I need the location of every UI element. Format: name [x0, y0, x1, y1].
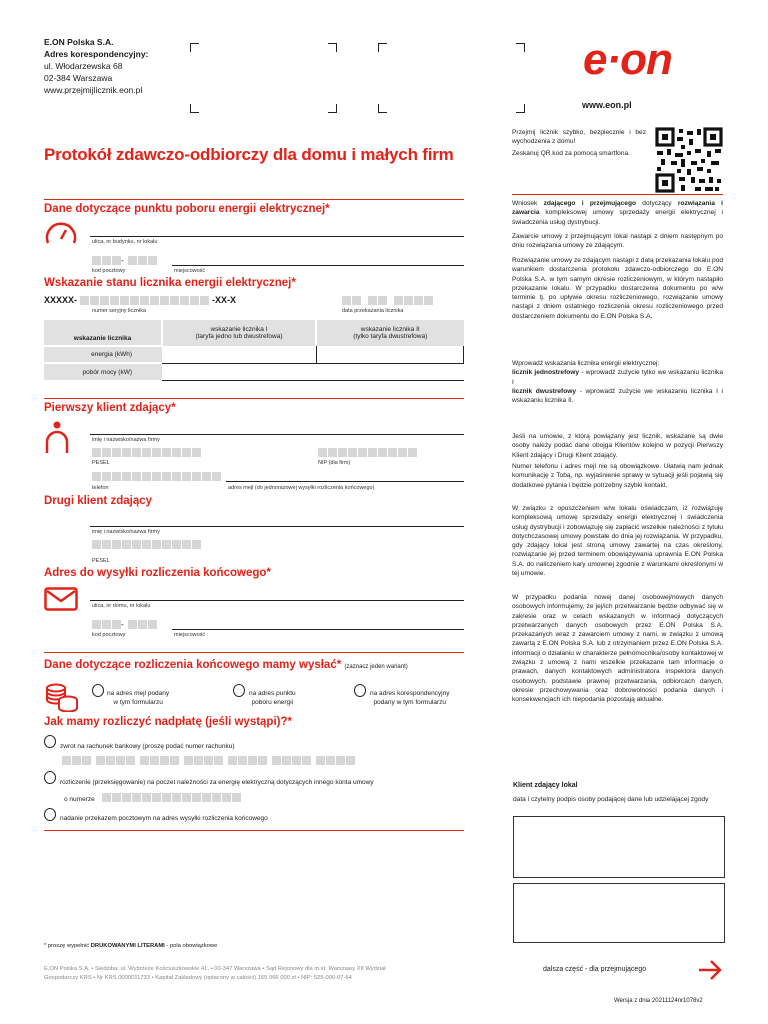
postcode-dash: - [121, 620, 124, 629]
window-corner [328, 104, 337, 113]
send-email-checkbox[interactable] [92, 684, 104, 697]
mailing-street-field[interactable] [90, 600, 464, 601]
send-to-note: (zaznacz jeden wariant) [344, 664, 408, 670]
gauge-icon [44, 219, 78, 247]
refund-heading: Jak mamy rozliczyć nadpłatę (jeśli wystąpi)?* [44, 716, 292, 728]
mailing-city-field[interactable] [172, 629, 464, 630]
side-rule [512, 194, 723, 195]
meter-energy-1-field[interactable] [162, 346, 316, 363]
refund-transfer-sub: o numerze [64, 796, 95, 803]
refund-transfer-checkbox[interactable] [44, 771, 56, 784]
refund-postal-checkbox[interactable] [44, 808, 56, 821]
envelope-icon [44, 587, 78, 611]
person-icon [44, 420, 70, 454]
contract-number-field[interactable] [102, 793, 241, 802]
client1-email-field[interactable] [226, 481, 464, 482]
ppe-city-label: miejscowość [174, 268, 206, 274]
client1-email-label: adres mejl (do jednorazowej wysyłki rozliczenia końcowego) [228, 485, 375, 491]
send-correspondence-label: na adres korespondencyjny podany w tym formularzu [370, 690, 450, 706]
client2-name-label: imię i nazwisko/nazwa firmy [92, 529, 160, 535]
refund-bank-checkbox[interactable] [44, 735, 56, 748]
client1-nip-label: NIP (dla firm) [318, 460, 351, 466]
mailing-postcode-field[interactable] [92, 620, 157, 629]
date-label: data przekazania licznika [342, 308, 404, 314]
serial-prefix: XXXXX- [44, 295, 78, 305]
client2-heading: Drugi klient zdający [44, 495, 153, 507]
ppe-postcode-label: kod pocztowy [92, 268, 126, 274]
sender-address [44, 36, 148, 96]
website-link[interactable]: www.przejmijlicznik.eon.pl [44, 85, 143, 95]
meter-power-2-field[interactable] [316, 363, 464, 380]
send-email-label: na adres mejl podany w tym formularzu [107, 690, 170, 706]
side-paragraph: Rozwiązanie umowy ze zdającym nastąpi z datą przekazania lokalu pod warunkiem dostarczenia protokołu zdawczo-odbiorczego do E.ON Polska S.A. w tym samym okresie rozliczeniowym, w którym nastąpiło przekazanie lokalu. W przypadku dostarczenia dokumentu po w/w terminie tj. po upływie okresu rozliczeniowego, rozwiązanie umowy nastąpi z dniem ostatniego rozliczenia okresu rozliczeniowego przed dostarczeniem dokumentu do E.ON Polska S.A. [512, 257, 723, 320]
page-title: Protokół zdawczo-odbiorczy dla domu i małych firm [44, 145, 454, 164]
company-name: E.ON Polska S.A. [44, 37, 114, 47]
serial-number-field[interactable] [80, 296, 209, 305]
meter-energy-2-field[interactable] [316, 346, 464, 363]
refund-transfer-label: rozliczenie (przeksięgowanie) na poczet należności za energię elektryczną dotyczących innego konta umowy [60, 779, 374, 786]
client1-pesel-label: PESEL [92, 460, 110, 466]
version: Wersja z dnia 20211124nr1078v2 [614, 998, 703, 1004]
client2-pesel-field[interactable] [92, 540, 201, 549]
street: ul. Włodarzewska 68 [44, 61, 123, 71]
side-meter-help: Wprowadź wskazania licznika energii elektrycznej: licznik jednostrefowy - wprowadź zużycie tylko we wskazaniu licznika I licznik dwustrefowy - wprowadź zużycie we wskazaniu licznika I i wskazaniu licznika II. [512, 360, 723, 405]
legal-line-1: E.ON Polska S.A. • Siedziba: ul. Wybrzeże Kościuszkowskie 41, • 00-347 Warszawa • Sąd Rejonowy dla m.st. Warszawy XII Wydział [44, 966, 386, 972]
coins-icon [44, 682, 80, 712]
meter-power-1-field[interactable] [162, 363, 316, 380]
client1-name-label: imię i nazwisko/nazwa firmy [92, 437, 160, 443]
arrow-right-icon[interactable] [697, 959, 723, 981]
section-rule [44, 199, 464, 200]
mailing-heading: Adres do wysyłki rozliczenia końcowego* [44, 567, 271, 579]
mailing-postcode-label: kod pocztowy [92, 632, 126, 638]
send-to-heading: Dane dotyczące rozliczenia końcowego mamy wysłać* (zaznacz jeden wariant) [44, 659, 408, 671]
city: 02-384 Warszawa [44, 73, 113, 83]
meter-row-energy: energia (kWh) [44, 346, 162, 363]
client1-phone-field[interactable] [92, 472, 221, 481]
window-corner [378, 43, 387, 52]
send-correspondence-checkbox[interactable] [354, 684, 366, 697]
sign-subtitle: data i czytelny podpis osoby podającej dane lub udzielającej zgody [513, 796, 709, 803]
signature-box-sign[interactable] [513, 883, 725, 943]
window-corner [328, 43, 337, 52]
client1-name-field[interactable] [90, 434, 464, 435]
window-corner [190, 104, 199, 113]
client2-name-field[interactable] [90, 526, 464, 527]
send-ppe-label: na adres punktu poboru energii [249, 690, 296, 706]
mailing-street-label: ulica, nr domu, nr lokalu [92, 603, 151, 609]
section-rule [44, 830, 464, 831]
meter-col1-header: wskazanie licznika I (taryfa jedno lub dwustrefowa) [162, 320, 316, 346]
handover-date-field[interactable] [342, 296, 433, 305]
ppe-heading: Dane dotyczące punktu poboru energii elektrycznej* [44, 203, 330, 215]
serial-suffix: -XX-X [212, 295, 237, 305]
client1-phone-label: telefon [92, 485, 109, 491]
client1-nip-field[interactable] [318, 448, 417, 457]
signature-box-date[interactable] [513, 816, 725, 878]
eon-site: www.eon.pl [582, 100, 632, 110]
side-paragraph: W związku z opuszczeniem w/w lokalu oświadczam, iż rozwiązuję kompleksową umowę sprzedaży energii elektrycznej i świadczenia usług dystrybucji i zobowiązuję się zapłacić wszelkie należności z tytułu dotychczasowej umowy powstałe do dnia jej rozwiązania. W przypadku, gdy zdający lokal jest stroną umowy zawartej na czas określony, rozwiązanie jej przed terminem obowiązywania uprawnia E.ON Polska S.A. do naliczeniem kary umownej zgodnie z warunkami określonymi w tej umowie. [512, 505, 723, 578]
footnote: * proszę wypełnić DRUKOWANYMI LITERAMI - pola obowiązkowe [44, 943, 218, 949]
legal-line-2: Gospodarczy KRS • Nr KRS 0000011733 • Kapitał Zakładowy (opłacony w całości) 165 066 000 zł • NIP: 525-000-07-64 [44, 975, 352, 981]
window-corner [516, 104, 525, 113]
postcode-dash: - [121, 256, 124, 265]
side-paragraph: Zawarcie umowy z przejmującym lokal nastąpi z dniem następnym po dniu rozwiązania umowy ze zdającym. [512, 233, 723, 250]
address-title: Adres korespondencyjny: [44, 49, 149, 59]
send-ppe-checkbox[interactable] [233, 684, 245, 697]
side-intro: Wniosek zdającego i przejmującego dotyczący rozwiązania i zawarcia kompleksowej umowy sprzedaży energii elektrycznej i świadczenia usług dystrybucji. [512, 200, 723, 226]
qr-code[interactable] [655, 127, 723, 193]
bank-account-field[interactable] [62, 756, 355, 765]
client1-pesel-field[interactable] [92, 448, 201, 457]
side-paragraph: Jeśli na umowie, z którą powiązany jest licznik, wskazane są dwie osoby należy podać dane obojga Klientów kolejno w pozycji Pierwszy Klient zdający i Drugi Klient zdający. [512, 433, 723, 459]
refund-bank-label: zwrot na rachunek bankowy (proszę podać numer rachunku) [60, 743, 235, 750]
ppe-city-field[interactable] [172, 265, 464, 266]
window-corner [516, 43, 525, 52]
qr-text: Przejmij licznik szybko, bezpiecznie i bez wychodzenia z domu! Zeskanuj QR kod za pomocą smartfona. [512, 129, 646, 157]
meter-col2-header: wskazanie licznika II (tylko taryfa dwustrefowa) [316, 320, 464, 346]
refund-postal-label: nadanie przekazem pocztowym na adres wysyłki rozliczenia końcowego [60, 815, 268, 822]
next-part-text: dalsza część - dla przejmującego [543, 966, 647, 973]
side-paragraph: Numer telefonu i adres mejl nie są obowiązkowe. Ułatwią nam jednak komunikację z Tobą, np. wyjaśnienie sprawy w sytuacji jeśli pojawią się dodatkowe pytania i będzie potrzebny szybki kontakt. [512, 463, 723, 489]
meter-col-label: wskazanie licznika [44, 320, 162, 346]
meter-heading: Wskazanie stanu licznika energii elektrycznej* [44, 277, 296, 289]
side-paragraph: W przypadku podania nowej danej osobowej/nowych danych osobowych informujemy, że jej/ich przetwarzanie będzie odbywać się w zakresie oraz w celach wskazanych w informacji dotyczących przetwarzanych danych osobowych przez E.ON Polska S.A. przekazanych wraz z zawarciem umowy z nami, w związku z umową zawartą z E.ON Polska S.A. lub z otrzymaniem przez E.ON Polska S.A. informacji o działaniu w charakterze pełnomocnika/osoby kontaktowej w związku z umową z nami wszelkie przekazane tam informacje o prawach, danych kontaktowych administratora inspektora danych osobowych, podstawie prawnej przetwarzania, odbiorcach danych, okresie przechowywania oraz dobrowolności podania danych i konsekwencjach ich niepodania pozostają aktualne. [512, 594, 723, 704]
ppe-postcode-field[interactable] [92, 256, 157, 265]
mailing-city-label: miejscowość [174, 632, 206, 638]
window-corner [378, 104, 387, 113]
client1-heading: Pierwszy klient zdający* [44, 402, 176, 414]
ppe-street-label: ulica, nr budynku, nr lokalu [92, 239, 158, 245]
eon-logo: e·on [583, 35, 672, 84]
serial-label: numer seryjny licznika [92, 308, 147, 314]
ppe-street-field[interactable] [90, 236, 464, 237]
section-rule [44, 652, 464, 653]
sign-title: Klient zdający lokal [513, 782, 578, 789]
client2-pesel-label: PESEL [92, 558, 110, 564]
window-corner [190, 43, 199, 52]
section-rule [44, 398, 464, 399]
meter-row-power: pobór mocy (kW) [44, 363, 162, 380]
meter-table [44, 320, 464, 381]
